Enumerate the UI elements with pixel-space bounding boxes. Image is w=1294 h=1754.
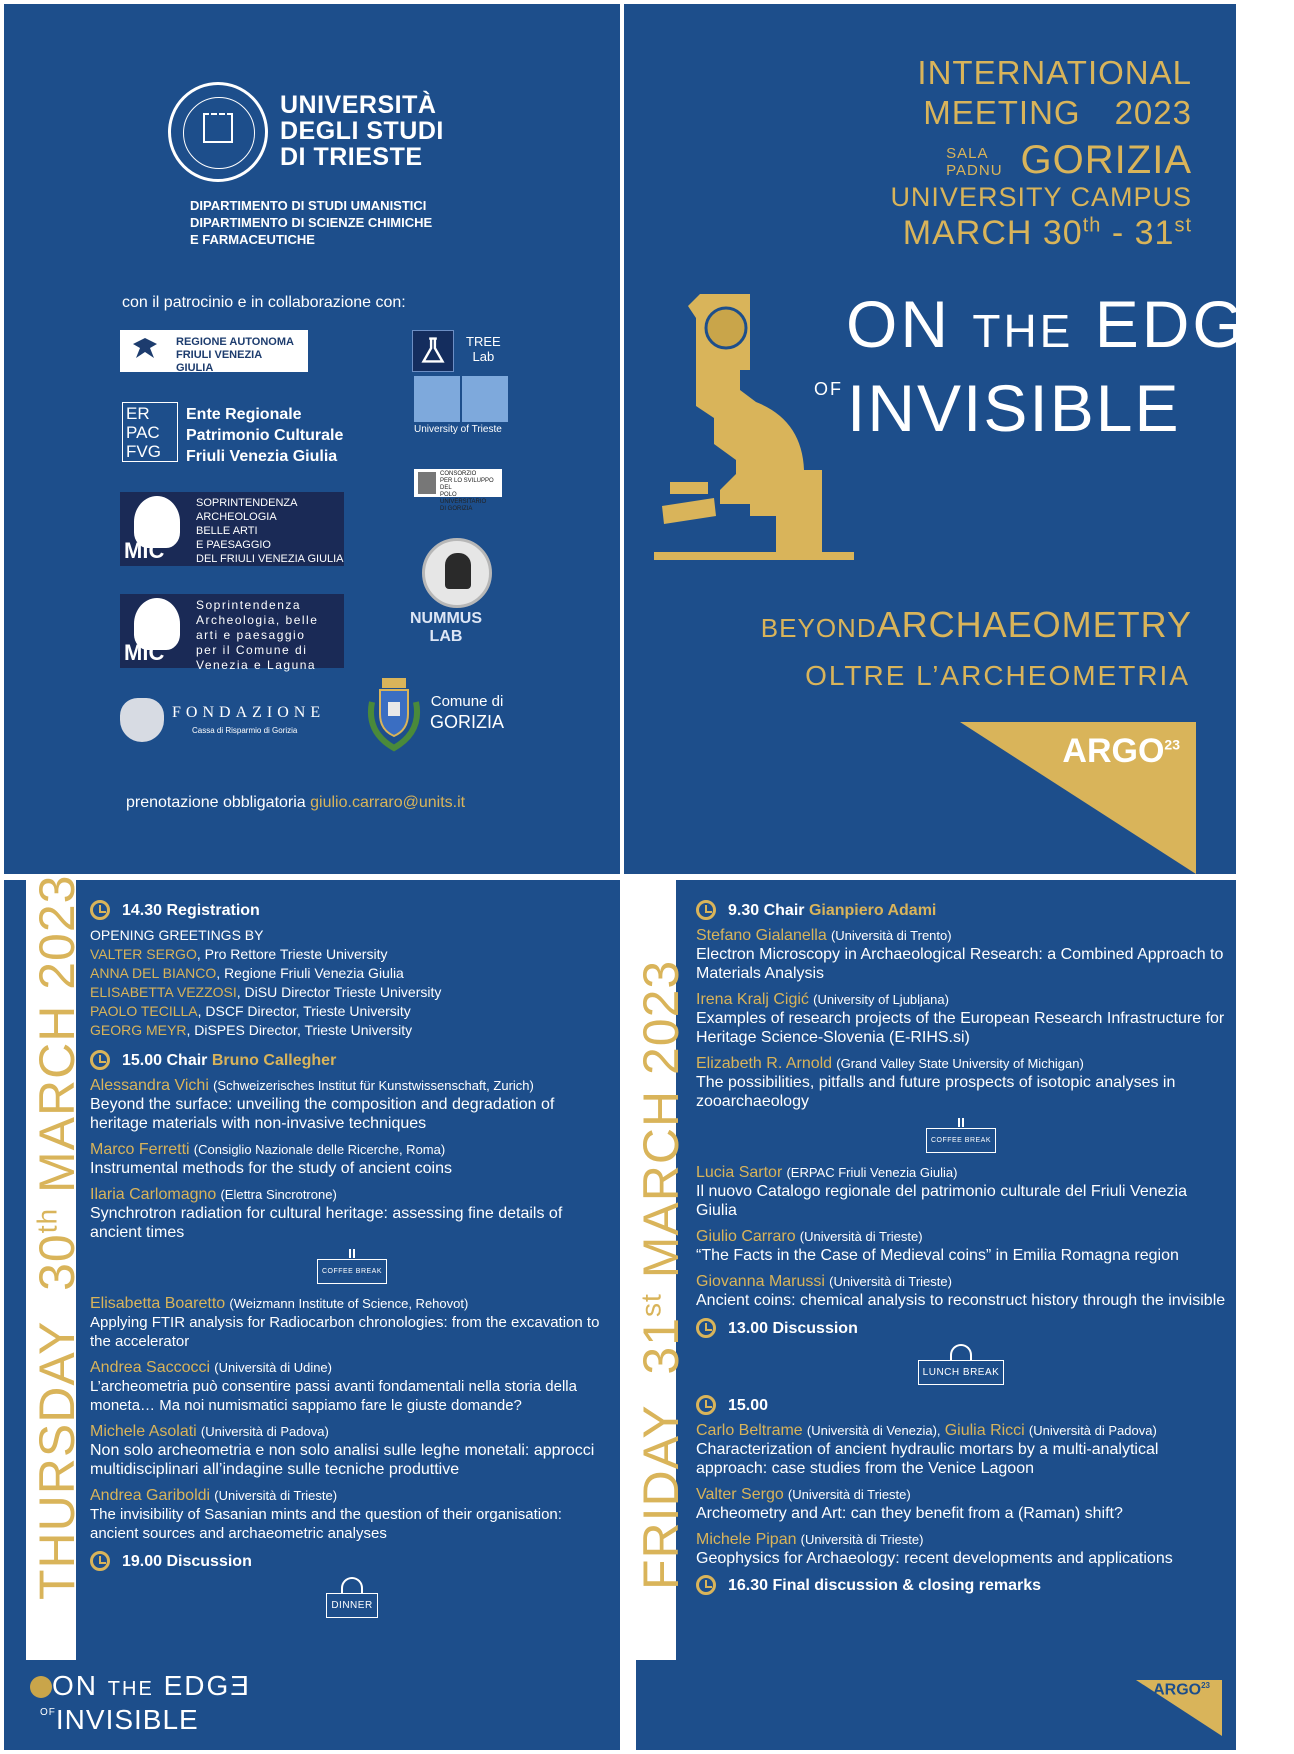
coin-icon <box>30 1676 52 1698</box>
talk: Giovanna Marussi (Università di Trieste) Ancient coins: chemical analysis to reconstruct history through the invisible <box>696 1273 1226 1309</box>
meeting-line1: INTERNATIONAL <box>917 54 1192 91</box>
thursday-panel <box>4 874 620 1750</box>
clock-icon <box>90 900 110 920</box>
booking-line: prenotazione obbligatoria giulio.carraro@units.it <box>126 794 466 811</box>
coffee-break: COFFEE BREAK <box>90 1249 614 1284</box>
cloche-icon <box>950 1344 972 1360</box>
clock-icon <box>696 1318 716 1338</box>
friday-schedule <box>696 900 1226 1601</box>
meeting-line2: MEETING 2023 <box>923 94 1192 131</box>
friday-panel <box>633 880 1236 1750</box>
clock-icon <box>90 1551 110 1571</box>
soprintendenza-fvg-logo: MiC SOPRINTENDENZA ARCHEOLOGIA BELLE ARTI E PAESAGGIO DEL FRIULI VENEZIA GIULIA <box>120 492 344 566</box>
event-title-line2: $^{OF}$INVISIBLE <box>814 371 1181 445</box>
talk: Stefano Gialanella (Università di Trento) Electron Microscopy in Archaeological Research: a Combined Approach to Materials Analysis <box>696 927 1224 982</box>
talk: Irena Kralj Cigić (University of Ljubljana) Examples of research projects of the European Research Infrastructure for Heritage Science-Slovenia (E-RIHS.si) <box>696 991 1225 1046</box>
talk: Giulio Carraro (Università di Trieste) “The Facts in the Case of Medieval coins” in Emilia Romagna region <box>696 1228 1179 1264</box>
talk: Lucia Sartor (ERPAC Friuli Venezia Giulia) Il nuovo Catalogo regionale del patrimonio culturale del Friuli Venezia Giulia <box>696 1164 1187 1219</box>
friday-discussion: 13.00 Discussion <box>696 1318 1226 1338</box>
cloche-icon <box>341 1577 363 1593</box>
comune-gorizia-label: Comune di GORIZIA <box>430 693 505 732</box>
talk: Elizabeth R. Arnold (Grand Valley State University of Michigan) The possibilities, pitfalls and future prospects of isotopic analyses in zooarchaeology <box>696 1055 1176 1110</box>
erpac-logo: ER PAC FVG <box>122 402 178 462</box>
booking-email-link[interactable]: giulio.carraro@units.it <box>310 794 466 811</box>
thursday-discussion: 19.00 Discussion <box>90 1551 614 1571</box>
opening-greetings: OPENING GREETINGS BY VALTER SERGO, Pro Rettore Trieste University ANNA DEL BIANCO, Regione Friuli Venezia Giulia ELISABETTA VEZZOSI, DiSU Director Trieste University PAOLO TECILLA, DSCF Director, Trieste University GEORG MEYR, DiSPES Director, Trieste University <box>90 927 442 1038</box>
erpac-name: Ente Regionale Patrimonio Culturale Friuli Venezia Giulia <box>186 406 344 465</box>
tree-lab-flask-icon <box>412 330 454 372</box>
talk: Valter Sergo (Università di Trieste) Archeometry and Art: can they benefit from a (Raman) shift? <box>696 1486 1123 1522</box>
departments: DIPARTIMENTO DI STUDI UMANISTICI DIPARTIMENTO DI SCIENZE CHIMICHE E FARMACEUTICHE <box>190 198 433 247</box>
date-line: MARCH 30th - 31st <box>902 214 1192 252</box>
patronage-label: con il patrocinio e in collaborazione con: <box>122 294 406 311</box>
fvg-logo: REGIONE AUTONOMA FRIULI VENEZIA GIULIA <box>120 330 308 372</box>
friday-vertical-label: FRIDAY 31st MARCH 2023 <box>633 959 689 1590</box>
talk: Marco Ferretti (Consiglio Nazionale delle Ricerche, Roma) Instrumental methods for the study of ancient coins <box>90 1141 452 1177</box>
dinner-break: DINNER <box>90 1577 614 1618</box>
talk: Michele Asolati (Università di Padova) Non solo archeometria e non solo analisi sulle leghe monetali: approcci multidisciplinari all’indagine sulle tecniche produttive <box>90 1423 595 1478</box>
cover-panel <box>624 4 1294 874</box>
gorizia-crest-icon <box>364 672 424 750</box>
tree-lab-icons <box>414 376 512 424</box>
coffee-break: COFFEE BREAK <box>696 1118 1226 1153</box>
tree-lab-label: TREE Lab <box>466 334 501 364</box>
footer-title-line1: ON THE EDGƎ <box>30 1670 251 1702</box>
thursday-schedule <box>90 900 614 1618</box>
clock-icon <box>696 1395 716 1415</box>
subtitle-en: BEYONDARCHAEOMETRY <box>760 604 1192 645</box>
consorzio-logo: CONSORZIO PER LO SVILUPPO DEL POLO UNIVERSITARIO DI GORIZIA <box>414 469 502 497</box>
talk: Michele Pipan (Università di Trieste) Geophysics for Archaeology: recent developments and applications <box>696 1531 1173 1567</box>
university-name: UNIVERSITÀ DEGLI STUDI DI TRIESTE <box>280 91 444 171</box>
coffee-cup-icon <box>958 1118 964 1127</box>
thursday-vertical-label: THURSDAY 30th MARCH 2023 <box>29 874 85 1600</box>
coffee-cup-icon <box>349 1249 355 1258</box>
fondazione-crest-icon <box>120 698 164 742</box>
argo-small-logo: ARGO$^{23}$ <box>1153 1681 1210 1699</box>
talk: Carlo Beltrame (Università di Venezia), Giulia Ricci (Università di Padova) Characterization of ancient hydraulic mortars by a multi-analytical approach: case studies from the Venice Lagoon <box>696 1422 1159 1477</box>
venue-line: SALA PADNU GORIZIA <box>946 138 1192 182</box>
coin-icon <box>706 308 746 348</box>
closing-slot: 16.30 Final discussion & closing remarks <box>696 1575 1226 1595</box>
talk: Elisabetta Boaretto (Weizmann Institute of Science, Rehovot) Applying FTIR analysis for Radiocarbon chronologies: from the excavation to the accelerator <box>90 1295 600 1350</box>
nummus-lab-label: NUMMUS LAB <box>410 610 482 645</box>
pickaxe-icon <box>462 376 508 422</box>
clock-icon <box>696 900 716 920</box>
lunch-break: LUNCH BREAK <box>696 1344 1226 1385</box>
eagle-icon <box>130 336 160 366</box>
soprintendenza-venezia-logo: MiC Soprintendenza Archeologia, belle arti e paesaggio per il Comune di Venezia e Laguna <box>120 594 344 668</box>
stethoscope-icon <box>414 376 460 422</box>
talk: Andrea Saccocci (Università di Udine) L’archeometria può consentire passi avanti fondamentali nella storia della moneta… Ma noi numismatici sappiamo fare le giuste domande? <box>90 1359 577 1414</box>
talk: Alessandra Vichi (Schweizerisches Institut für Kunstwissenschaft, Zurich) Beyond the surface: unveiling the composition and degradation of heritage materials with non-invasive techniques <box>90 1077 555 1132</box>
session-chair: 15.00 Chair Bruno Callegher <box>90 1050 614 1070</box>
event-title-line1: ON THE EDGƎ <box>846 287 1294 361</box>
campus-line: UNIVERSITY CAMPUS <box>890 182 1192 212</box>
nummus-lab-icon <box>422 538 492 608</box>
subtitle-it: OLTRE L’ARCHEOMETRIA <box>805 660 1190 691</box>
talk: Andrea Gariboldi (Università di Trieste) The invisibility of Sasanian mints and the question of their organisation: ancient sources and archaeometric analyses <box>90 1487 562 1542</box>
clock-icon <box>90 1050 110 1070</box>
university-seal-icon <box>168 82 268 182</box>
session-chair: 9.30 Chair Gianpiero Adami <box>696 900 1226 920</box>
afternoon-session: 15.00 <box>696 1395 1226 1415</box>
tree-lab-university: University of Trieste <box>414 424 502 435</box>
talk: Ilaria Carlomagno (Elettra Sincrotrone) Synchrotron radiation for cultural heritage: assessing fine details of ancient times <box>90 1186 563 1241</box>
sponsors-panel: UNIVERSITÀ DEGLI STUDI DI TRIESTE DIPARTIMENTO DI STUDI UMANISTICI DIPARTIMENTO DI SCIENZE CHIMICHE E FARMACEUTICHE con il patrocinio e in collaborazione con: REGIONE AUTONOMA FRIULI VENEZIA GIULIA ER PAC FVG Ente Regionale Patrimonio Culturale Friuli Venezia Giulia MiC SOPRINTENDENZA ARCHEOLOGIA BELLE ARTI E PAESAGGIO DEL FRIULI VENEZIA GIULIA MiC Soprintendenza Archeologia, belle arti e paesaggio per il Comune di Venezia e Laguna TREE Lab University of Trieste CONSORZIO PER LO SVILUPPO DEL POLO UNIVERSITARIO DI GORIZIA NUMMUS LAB FONDAZIONE Cassa di Risparmio di Gorizia Comune di GORIZIA prenotazione obbligatoria giulio.carraro@units.it <box>4 4 620 874</box>
footer-title-line2: $^{OF}$INVISIBLE <box>40 1704 199 1735</box>
argo-logo: ARGO$^{23}$ <box>1062 732 1180 770</box>
registration-slot: 14.30 Registration <box>90 900 614 920</box>
clock-icon <box>696 1575 716 1595</box>
